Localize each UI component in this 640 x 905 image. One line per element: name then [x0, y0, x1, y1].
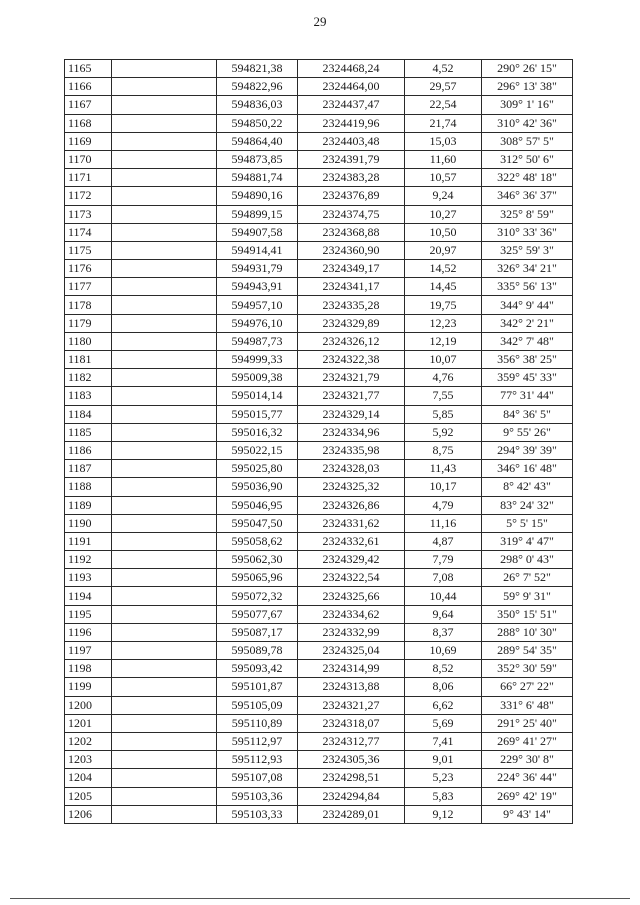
x-coordinate-cell: 595036,90 [217, 478, 298, 496]
bearing-cell: 291° 25' 40" [482, 714, 573, 732]
x-coordinate-cell: 594873,85 [217, 150, 298, 168]
empty-cell [112, 351, 217, 369]
bearing-cell: 319° 4' 47" [482, 532, 573, 550]
distance-cell: 10,57 [405, 169, 482, 187]
point-number-cell: 1202 [65, 732, 112, 750]
distance-cell: 7,79 [405, 551, 482, 569]
empty-cell [112, 696, 217, 714]
empty-cell [112, 332, 217, 350]
point-number-cell: 1165 [65, 60, 112, 78]
point-number-cell: 1180 [65, 332, 112, 350]
bearing-cell: 352° 30' 59" [482, 660, 573, 678]
distance-cell: 21,74 [405, 114, 482, 132]
y-coordinate-cell: 2324376,89 [298, 187, 405, 205]
x-coordinate-cell: 594890,16 [217, 187, 298, 205]
x-coordinate-cell: 594821,38 [217, 60, 298, 78]
y-coordinate-cell: 2324312,77 [298, 732, 405, 750]
point-number-cell: 1195 [65, 605, 112, 623]
distance-cell: 11,43 [405, 460, 482, 478]
x-coordinate-cell: 595009,38 [217, 369, 298, 387]
x-coordinate-cell: 595025,80 [217, 460, 298, 478]
point-number-cell: 1192 [65, 551, 112, 569]
point-number-cell: 1204 [65, 769, 112, 787]
point-number-cell: 1169 [65, 132, 112, 150]
x-coordinate-cell: 594881,74 [217, 169, 298, 187]
bearing-cell: 298° 0' 43" [482, 551, 573, 569]
y-coordinate-cell: 2324349,17 [298, 260, 405, 278]
point-number-cell: 1171 [65, 169, 112, 187]
distance-cell: 9,12 [405, 805, 482, 823]
bearing-cell: 290° 26' 15" [482, 60, 573, 78]
distance-cell: 4,52 [405, 60, 482, 78]
point-number-cell: 1175 [65, 241, 112, 259]
page-number: 29 [313, 14, 327, 29]
x-coordinate-cell: 595089,78 [217, 642, 298, 660]
y-coordinate-cell: 2324334,96 [298, 423, 405, 441]
x-coordinate-cell: 595110,89 [217, 714, 298, 732]
empty-cell [112, 114, 217, 132]
empty-cell [112, 169, 217, 187]
y-coordinate-cell: 2324329,42 [298, 551, 405, 569]
table-row [65, 332, 573, 350]
x-coordinate-cell: 595105,09 [217, 696, 298, 714]
y-coordinate-cell: 2324321,27 [298, 696, 405, 714]
bearing-cell: 310° 42' 36" [482, 114, 573, 132]
y-coordinate-cell: 2324437,47 [298, 96, 405, 114]
table-row [65, 769, 573, 787]
point-number-cell: 1177 [65, 278, 112, 296]
bearing-cell: 9° 55' 26" [482, 423, 573, 441]
bearing-cell: 269° 42' 19" [482, 787, 573, 805]
x-coordinate-cell: 595022,15 [217, 441, 298, 459]
x-coordinate-cell: 595103,36 [217, 787, 298, 805]
table-row [65, 587, 573, 605]
point-number-cell: 1201 [65, 714, 112, 732]
bearing-cell: 8° 42' 43" [482, 478, 573, 496]
table-row [65, 369, 573, 387]
distance-cell: 14,52 [405, 260, 482, 278]
table-row [65, 114, 573, 132]
table-row [65, 605, 573, 623]
bearing-cell: 9° 43' 14" [482, 805, 573, 823]
bearing-cell: 326° 34' 21" [482, 260, 573, 278]
table-row [65, 60, 573, 78]
point-number-cell: 1170 [65, 150, 112, 168]
distance-cell: 8,75 [405, 441, 482, 459]
empty-cell [112, 587, 217, 605]
table-row [65, 132, 573, 150]
distance-cell: 5,85 [405, 405, 482, 423]
bearing-cell: 59° 9' 31" [482, 587, 573, 605]
table-row [65, 150, 573, 168]
point-number-cell: 1182 [65, 369, 112, 387]
bearing-cell: 288° 10' 30" [482, 623, 573, 641]
bearing-cell: 346° 36' 37" [482, 187, 573, 205]
y-coordinate-cell: 2324321,77 [298, 387, 405, 405]
table-row [65, 423, 573, 441]
y-coordinate-cell: 2324403,48 [298, 132, 405, 150]
bearing-cell: 344° 9' 44" [482, 296, 573, 314]
y-coordinate-cell: 2324325,04 [298, 642, 405, 660]
distance-cell: 4,87 [405, 532, 482, 550]
empty-cell [112, 714, 217, 732]
x-coordinate-cell: 594931,79 [217, 260, 298, 278]
y-coordinate-cell: 2324326,12 [298, 332, 405, 350]
empty-cell [112, 569, 217, 587]
table-row [65, 642, 573, 660]
bearing-cell: 308° 57' 5" [482, 132, 573, 150]
table-row [65, 405, 573, 423]
table-row [65, 623, 573, 641]
table-row [65, 532, 573, 550]
distance-cell: 8,52 [405, 660, 482, 678]
table-row [65, 223, 573, 241]
point-number-cell: 1191 [65, 532, 112, 550]
distance-cell: 14,45 [405, 278, 482, 296]
empty-cell [112, 78, 217, 96]
table-row [65, 169, 573, 187]
bearing-cell: 296° 13' 38" [482, 78, 573, 96]
bearing-cell: 350° 15' 51" [482, 605, 573, 623]
x-coordinate-cell: 595046,95 [217, 496, 298, 514]
table-row [65, 732, 573, 750]
distance-cell: 29,57 [405, 78, 482, 96]
empty-cell [112, 623, 217, 641]
distance-cell: 11,60 [405, 150, 482, 168]
y-coordinate-cell: 2324419,96 [298, 114, 405, 132]
bearing-cell: 229° 30' 8" [482, 751, 573, 769]
point-number-cell: 1187 [65, 460, 112, 478]
point-number-cell: 1199 [65, 678, 112, 696]
empty-cell [112, 96, 217, 114]
distance-cell: 9,01 [405, 751, 482, 769]
empty-cell [112, 732, 217, 750]
y-coordinate-cell: 2324468,24 [298, 60, 405, 78]
y-coordinate-cell: 2324325,32 [298, 478, 405, 496]
bearing-cell: 294° 39' 39" [482, 441, 573, 459]
point-number-cell: 1176 [65, 260, 112, 278]
point-number-cell: 1167 [65, 96, 112, 114]
bearing-cell: 26° 7' 52" [482, 569, 573, 587]
x-coordinate-cell: 594822,96 [217, 78, 298, 96]
point-number-cell: 1196 [65, 623, 112, 641]
bearing-cell: 224° 36' 44" [482, 769, 573, 787]
x-coordinate-cell: 594914,41 [217, 241, 298, 259]
point-number-cell: 1200 [65, 696, 112, 714]
x-coordinate-cell: 594850,22 [217, 114, 298, 132]
empty-cell [112, 260, 217, 278]
empty-cell [112, 150, 217, 168]
bearing-cell: 289° 54' 35" [482, 642, 573, 660]
table-row [65, 805, 573, 823]
x-coordinate-cell: 595047,50 [217, 514, 298, 532]
bearing-cell: 5° 5' 15" [482, 514, 573, 532]
table-row [65, 678, 573, 696]
empty-cell [112, 441, 217, 459]
empty-cell [112, 278, 217, 296]
point-number-cell: 1203 [65, 751, 112, 769]
y-coordinate-cell: 2324383,28 [298, 169, 405, 187]
table-row [65, 514, 573, 532]
point-number-cell: 1197 [65, 642, 112, 660]
distance-cell: 7,08 [405, 569, 482, 587]
empty-cell [112, 642, 217, 660]
x-coordinate-cell: 595101,87 [217, 678, 298, 696]
y-coordinate-cell: 2324341,17 [298, 278, 405, 296]
point-number-cell: 1172 [65, 187, 112, 205]
bottom-rule [10, 898, 630, 899]
table-row [65, 241, 573, 259]
x-coordinate-cell: 595065,96 [217, 569, 298, 587]
x-coordinate-cell: 595015,77 [217, 405, 298, 423]
y-coordinate-cell: 2324332,99 [298, 623, 405, 641]
empty-cell [112, 514, 217, 532]
point-number-cell: 1166 [65, 78, 112, 96]
empty-cell [112, 751, 217, 769]
distance-cell: 11,16 [405, 514, 482, 532]
distance-cell: 10,50 [405, 223, 482, 241]
distance-cell: 4,76 [405, 369, 482, 387]
table-row [65, 187, 573, 205]
point-number-cell: 1185 [65, 423, 112, 441]
table-row [65, 260, 573, 278]
y-coordinate-cell: 2324314,99 [298, 660, 405, 678]
y-coordinate-cell: 2324332,61 [298, 532, 405, 550]
table-row [65, 351, 573, 369]
empty-cell [112, 605, 217, 623]
x-coordinate-cell: 595014,14 [217, 387, 298, 405]
x-coordinate-cell: 594976,10 [217, 314, 298, 332]
table-row [65, 278, 573, 296]
y-coordinate-cell: 2324334,62 [298, 605, 405, 623]
x-coordinate-cell: 595072,32 [217, 587, 298, 605]
empty-cell [112, 369, 217, 387]
y-coordinate-cell: 2324298,51 [298, 769, 405, 787]
distance-cell: 10,44 [405, 587, 482, 605]
bearing-cell: 83° 24' 32" [482, 496, 573, 514]
bearing-cell: 269° 41' 27" [482, 732, 573, 750]
bearing-cell: 322° 48' 18" [482, 169, 573, 187]
x-coordinate-cell: 594987,73 [217, 332, 298, 350]
y-coordinate-cell: 2324305,36 [298, 751, 405, 769]
bearing-cell: 325° 8' 59" [482, 205, 573, 223]
y-coordinate-cell: 2324326,86 [298, 496, 405, 514]
empty-cell [112, 296, 217, 314]
bearing-cell: 66° 27' 22" [482, 678, 573, 696]
point-number-cell: 1179 [65, 314, 112, 332]
empty-cell [112, 478, 217, 496]
y-coordinate-cell: 2324329,89 [298, 314, 405, 332]
y-coordinate-cell: 2324331,62 [298, 514, 405, 532]
empty-cell [112, 496, 217, 514]
point-number-cell: 1188 [65, 478, 112, 496]
point-number-cell: 1198 [65, 660, 112, 678]
empty-cell [112, 132, 217, 150]
empty-cell [112, 532, 217, 550]
distance-cell: 5,69 [405, 714, 482, 732]
bearing-cell: 342° 2' 21" [482, 314, 573, 332]
empty-cell [112, 678, 217, 696]
distance-cell: 12,19 [405, 332, 482, 350]
x-coordinate-cell: 595062,30 [217, 551, 298, 569]
table-row [65, 296, 573, 314]
empty-cell [112, 241, 217, 259]
distance-cell: 9,64 [405, 605, 482, 623]
y-coordinate-cell: 2324329,14 [298, 405, 405, 423]
y-coordinate-cell: 2324368,88 [298, 223, 405, 241]
x-coordinate-cell: 594864,40 [217, 132, 298, 150]
x-coordinate-cell: 594907,58 [217, 223, 298, 241]
y-coordinate-cell: 2324335,98 [298, 441, 405, 459]
x-coordinate-cell: 594943,91 [217, 278, 298, 296]
distance-cell: 5,92 [405, 423, 482, 441]
bearing-cell: 331° 6' 48" [482, 696, 573, 714]
y-coordinate-cell: 2324321,79 [298, 369, 405, 387]
table-row [65, 78, 573, 96]
point-number-cell: 1190 [65, 514, 112, 532]
distance-cell: 10,07 [405, 351, 482, 369]
table-row [65, 787, 573, 805]
table-row [65, 387, 573, 405]
y-coordinate-cell: 2324318,07 [298, 714, 405, 732]
table-row [65, 569, 573, 587]
point-number-cell: 1181 [65, 351, 112, 369]
distance-cell: 22,54 [405, 96, 482, 114]
empty-cell [112, 551, 217, 569]
table-row [65, 205, 573, 223]
bearing-cell: 310° 33' 36" [482, 223, 573, 241]
x-coordinate-cell: 595058,62 [217, 532, 298, 550]
point-number-cell: 1174 [65, 223, 112, 241]
distance-cell: 5,23 [405, 769, 482, 787]
y-coordinate-cell: 2324374,75 [298, 205, 405, 223]
y-coordinate-cell: 2324328,03 [298, 460, 405, 478]
x-coordinate-cell: 595112,93 [217, 751, 298, 769]
distance-cell: 9,24 [405, 187, 482, 205]
x-coordinate-cell: 595112,97 [217, 732, 298, 750]
x-coordinate-cell: 595107,08 [217, 769, 298, 787]
x-coordinate-cell: 595077,67 [217, 605, 298, 623]
y-coordinate-cell: 2324289,01 [298, 805, 405, 823]
distance-cell: 20,97 [405, 241, 482, 259]
x-coordinate-cell: 595093,42 [217, 660, 298, 678]
x-coordinate-cell: 595103,33 [217, 805, 298, 823]
y-coordinate-cell: 2324360,90 [298, 241, 405, 259]
x-coordinate-cell: 594957,10 [217, 296, 298, 314]
table-row [65, 714, 573, 732]
empty-cell [112, 405, 217, 423]
x-coordinate-cell: 594899,15 [217, 205, 298, 223]
y-coordinate-cell: 2324322,54 [298, 569, 405, 587]
empty-cell [112, 787, 217, 805]
point-number-cell: 1189 [65, 496, 112, 514]
empty-cell [112, 314, 217, 332]
empty-cell [112, 805, 217, 823]
bearing-cell: 325° 59' 3" [482, 241, 573, 259]
bearing-cell: 312° 50' 6" [482, 150, 573, 168]
point-number-cell: 1186 [65, 441, 112, 459]
empty-cell [112, 223, 217, 241]
coordinates-table-body [65, 60, 573, 824]
point-number-cell: 1184 [65, 405, 112, 423]
point-number-cell: 1206 [65, 805, 112, 823]
empty-cell [112, 423, 217, 441]
distance-cell: 6,62 [405, 696, 482, 714]
distance-cell: 12,23 [405, 314, 482, 332]
y-coordinate-cell: 2324325,66 [298, 587, 405, 605]
y-coordinate-cell: 2324335,28 [298, 296, 405, 314]
table-row [65, 496, 573, 514]
x-coordinate-cell: 594999,33 [217, 351, 298, 369]
x-coordinate-cell: 595016,32 [217, 423, 298, 441]
distance-cell: 10,69 [405, 642, 482, 660]
distance-cell: 5,83 [405, 787, 482, 805]
table-row [65, 96, 573, 114]
table-row [65, 660, 573, 678]
bearing-cell: 356° 38' 25" [482, 351, 573, 369]
distance-cell: 8,37 [405, 623, 482, 641]
table-row [65, 314, 573, 332]
distance-cell: 19,75 [405, 296, 482, 314]
y-coordinate-cell: 2324391,79 [298, 150, 405, 168]
distance-cell: 7,55 [405, 387, 482, 405]
empty-cell [112, 187, 217, 205]
point-number-cell: 1173 [65, 205, 112, 223]
empty-cell [112, 769, 217, 787]
y-coordinate-cell: 2324322,38 [298, 351, 405, 369]
point-number-cell: 1178 [65, 296, 112, 314]
x-coordinate-cell: 595087,17 [217, 623, 298, 641]
y-coordinate-cell: 2324464,00 [298, 78, 405, 96]
table-row [65, 696, 573, 714]
bearing-cell: 346° 16' 48" [482, 460, 573, 478]
point-number-cell: 1168 [65, 114, 112, 132]
empty-cell [112, 60, 217, 78]
bearing-cell: 359° 45' 33" [482, 369, 573, 387]
distance-cell: 10,17 [405, 478, 482, 496]
bearing-cell: 335° 56' 13" [482, 278, 573, 296]
point-number-cell: 1193 [65, 569, 112, 587]
empty-cell [112, 387, 217, 405]
point-number-cell: 1205 [65, 787, 112, 805]
distance-cell: 8,06 [405, 678, 482, 696]
table-row [65, 751, 573, 769]
y-coordinate-cell: 2324294,84 [298, 787, 405, 805]
bearing-cell: 77° 31' 44" [482, 387, 573, 405]
distance-cell: 10,27 [405, 205, 482, 223]
empty-cell [112, 460, 217, 478]
point-number-cell: 1194 [65, 587, 112, 605]
bearing-cell: 84° 36' 5" [482, 405, 573, 423]
x-coordinate-cell: 594836,03 [217, 96, 298, 114]
bearing-cell: 309° 1' 16" [482, 96, 573, 114]
empty-cell [112, 660, 217, 678]
table-row [65, 551, 573, 569]
coordinates-table [64, 59, 573, 824]
distance-cell: 7,41 [405, 732, 482, 750]
table-row [65, 478, 573, 496]
point-number-cell: 1183 [65, 387, 112, 405]
distance-cell: 15,03 [405, 132, 482, 150]
distance-cell: 4,79 [405, 496, 482, 514]
y-coordinate-cell: 2324313,88 [298, 678, 405, 696]
table-row [65, 441, 573, 459]
empty-cell [112, 205, 217, 223]
bearing-cell: 342° 7' 48" [482, 332, 573, 350]
table-row [65, 460, 573, 478]
